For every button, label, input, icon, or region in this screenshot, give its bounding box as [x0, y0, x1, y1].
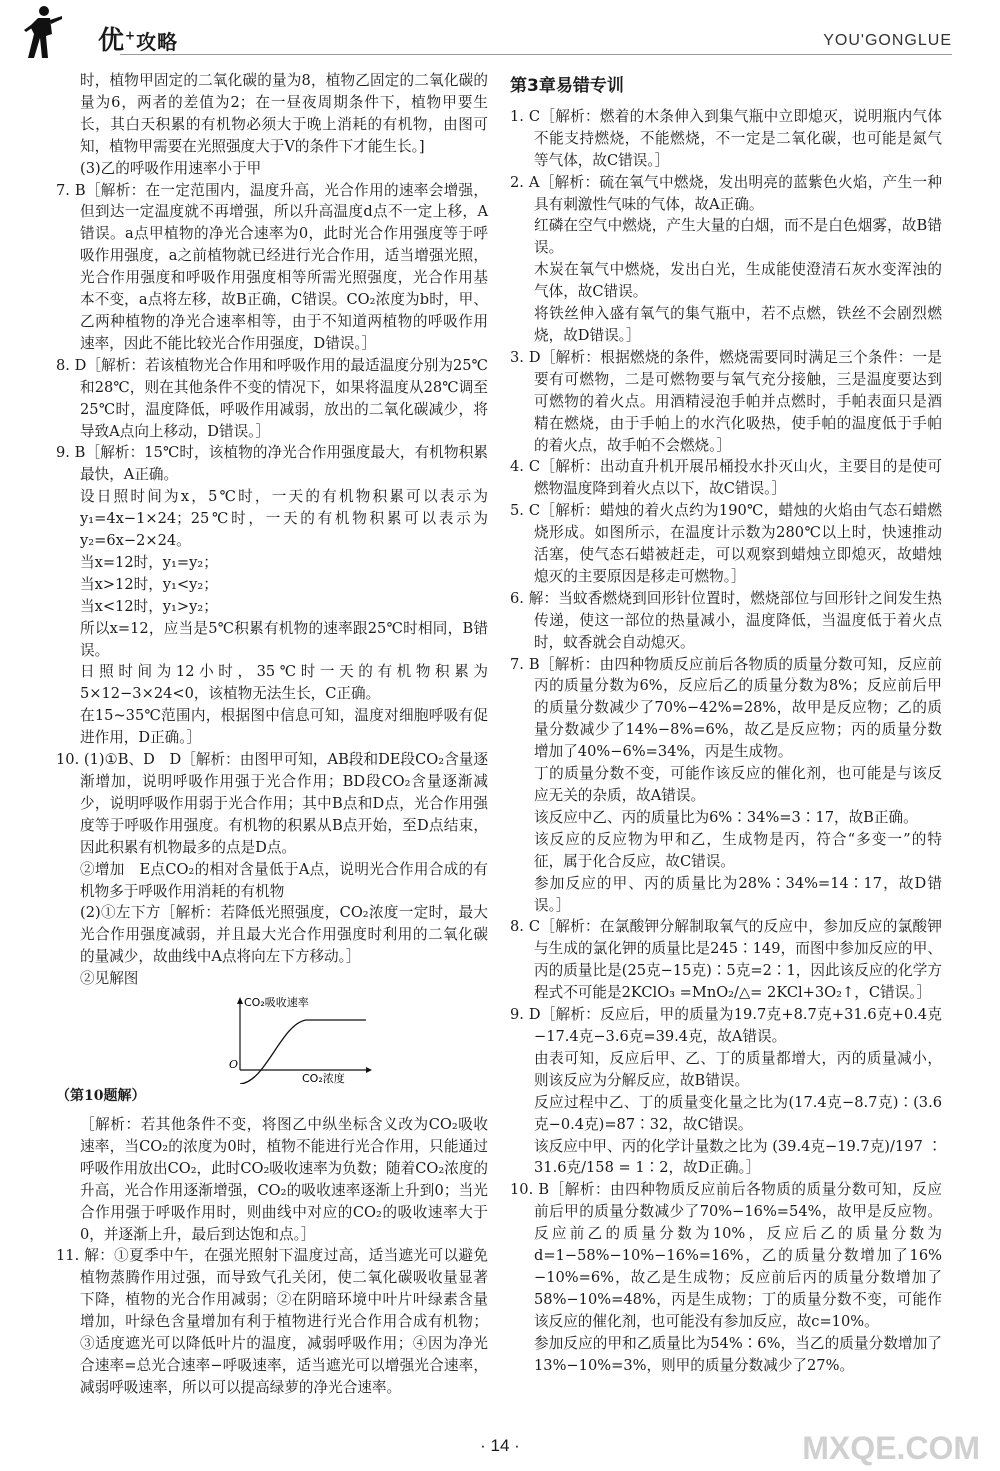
paragraph: 该反应中甲、丙的化学计量数之比为 (39.4克−19.7克)/197 ∶ 31.6克/158 = 1∶2，故D正确。］	[534, 1137, 942, 1177]
paragraph: 日照时间为12小时，35℃时一天的有机物积累为5×12−3×24<0，该植物无法生长，C正确。	[80, 663, 488, 703]
x-axis-arrow-icon	[366, 1067, 372, 1073]
paragraph: 丁的质量分数不变，可能作该反应的催化剂，也可能是与该反应无关的杂质，故A错误。	[534, 765, 942, 804]
paragraph: ②增加 E点CO₂的相对含量低于A点，说明光合作用合成的有机物多于呼吸作用消耗的有机物	[80, 860, 488, 900]
answer-2: 2. A［解析：硫在氧气中燃烧，发出明亮的蓝紫色火焰，产生一种具有刺激性气味的气体，故A正确。	[510, 173, 942, 213]
answer-9: 9. B［解析：15℃时，该植物的净光合作用强度最大，有机物积累最快，A正确。	[56, 444, 488, 484]
answer-10-chem: 10. B［解析：由四种物质反应前后各物质的质量分数可知，反应前后甲的质量分数减少了70%−16%=54%，故甲是反应物。反应前乙的质量分数为10%，反应后乙的质量分数为d=1−58%−10%−16%=16%，乙的质量分数增加了16%−10%=6%，故乙是生成物；反应前后丙的质量分数增加了58%−10%=48%，丙是生成物；丁的质量分数不变，可能作该反应的催化剂，也可能没有参加反应，故c=10%。	[510, 1181, 942, 1330]
origin-label: O	[229, 1058, 239, 1072]
right-column	[510, 70, 942, 1376]
figure-caption: （第10题解）	[56, 1088, 146, 1105]
paragraph: 当x=12时，y₁=y₂；	[80, 553, 218, 571]
paragraph: ②见解图	[80, 970, 139, 988]
answer-7: 7. B［解析：在一定范围内，温度升高，光合作用的速率会增强，但到达一定温度就不再增强，所以升高温度d点不一定上移，A错误。a点甲植物的净光合速率为0，此时光合作用强度等于呼吸作用强度，a之前植物就已经进行光合作用，适当增强光照，光合作用强度和呼吸作用强度相等所需光照强度，光合作用基本不变，a点将左移，故B正确，C错误。CO₂浓度为b时，甲、乙两种植物的净光合速率相等，由于不知道两植物的呼吸作用速率，因此不能比较光合作用强度，D错误。］	[56, 181, 488, 352]
paragraph: 红磷在空气中燃烧，产生大量的白烟，而不是白色烟雾，故B错误。	[534, 217, 942, 257]
answer-9-chem: 9. D［解析：反应后，甲的质量为19.7克+8.7克+31.6克+0.4克−17.4克−3.6克=39.4克，故A错误。	[510, 1006, 942, 1045]
y-axis-arrow-icon	[237, 997, 243, 1004]
paragraph: 反应过程中乙、丁的质量变化量之比为(17.4克−8.7克)∶(3.6克−0.4克)=87∶32，故C错误。	[534, 1093, 942, 1133]
paragraph: 由表可知，反应后甲、乙、丁的质量都增大，丙的质量减小，则该反应为分解反应，故B错误。	[534, 1049, 942, 1089]
answer-1: 1. C［解析：燃着的木条伸入到集气瓶中立即熄灭，说明瓶内气体不能支持燃烧，不能燃烧，不一定是二氧化碳，也可能是氮气等气体，故C错误。］	[510, 107, 942, 169]
section-title: 第3章易错专训	[510, 76, 624, 96]
answer-10: 10. (1)①B、D D［解析：由图甲可知，AB段和DE段CO₂含量逐渐增加，说明呼吸作用强于光合作用；BD段CO₂含量逐渐减少，说明呼吸作用弱于光合作用；其中B点和D点，光合作用强度等于呼吸作用强度。有机物的积累从B点开始，至D点结束，因此积累有机物最多的点是D点。	[56, 751, 488, 856]
answer-8: 8. D［解析：若该植物光合作用和呼吸作用的最适温度分别为25℃和28℃，则在其他条件不变的情况下，如果将温度从28℃调至25℃时，温度降低，呼吸作用减弱，放出的二氧化碳减少，将导致A点向上移动，D错误。］	[56, 356, 488, 440]
answer-6: 6. 解：当蚊香燃烧到回形针位置时，燃烧部位与回形针之间发生热传递，使这一部位的热量减小，温度降低，当温度低于着火点时，蚊香就会自动熄灭。	[510, 589, 942, 651]
answer-3: 3. D［解析：根据燃烧的条件，燃烧需要同时满足三个条件：一是要有可燃物，二是可燃物要与氧气充分接触，三是温度要达到可燃物的着火点。用酒精浸泡手帕并点燃时，手帕表面只是酒精在燃烧，由于手帕上的水汽化吸热，使手帕的温度低于手帕的着火点，故手帕不会燃烧。］	[510, 348, 942, 454]
paragraph: 设日照时间为x，5℃时，一天的有机物积累可以表示为 y₁=4x−1×24；25℃时，一天的有机物积累可以表示为 y₂=6x−2×24。	[80, 488, 488, 550]
paragraph: 时，植物甲固定的二氧化碳的量为8，植物乙固定的二氧化碳的量为6，两者的差值为2；在一昼夜周期条件下，植物甲要生长，其白天积累的有机物必须大于晚上消耗的有机物，由图可知，植物甲需要在光照强度大于V的条件下才能生长。]	[80, 72, 488, 155]
watermark: MXQE.COM	[802, 1430, 980, 1466]
left-column	[56, 70, 488, 1399]
paragraph: 将铁丝伸入盛有氧气的集气瓶中，若不点燃，铁丝不会剧烈燃烧，故D错误。］	[534, 305, 942, 344]
runner-logo-icon	[18, 4, 64, 60]
x-axis-label: CO₂浓度	[302, 1072, 345, 1085]
paragraph: 当x>12时，y₁<y₂；	[80, 575, 218, 593]
paragraph: 参加反应的甲和乙质量比为54%∶6%，当乙的质量分数增加了13%−10%=3%，则甲的质量分数减少了27%。	[534, 1334, 942, 1374]
paragraph: (3)乙的呼吸作用速率小于甲	[80, 159, 262, 177]
logo-text: 优+攻略	[98, 26, 179, 56]
co2-curve-graph	[226, 994, 376, 1084]
paragraph: 所以x=12，应当是5℃积累有机物的速率跟25℃时相同，B错误。	[80, 619, 488, 659]
page-header	[0, 0, 1000, 62]
brand-label: YOU'GONGLUE	[823, 32, 952, 49]
paragraph: 当x<12时，y₁>y₂；	[80, 597, 218, 615]
y-axis-label: CO₂吸收速率	[244, 996, 309, 1010]
paragraph: 该反应中乙、丙的质量比为6%∶34%=3∶17，故B正确。	[534, 808, 918, 826]
answer-8-chem: 8. C［解析：在氯酸钾分解制取氧气的反应中，参加反应的氯酸钾与生成的氯化钾的质量比是245∶149，而图中参加反应的甲、丙的质量比是(25克−15克)∶5克=2∶1，因此该反应的化学方程式不可能是2KClO₃ =MnO₂/△= 2KCl+3O₂↑，C错误。］	[510, 918, 942, 1002]
paragraph: (2)①左下方［解析：若降低光照强度，CO₂浓度一定时，最大光合作用强度减弱，并且最大光合作用强度时利用的二氧化碳的量减少，故曲线中A点将向左下方移动。］	[80, 904, 488, 966]
answer-7-chem: 7. B［解析：由四种物质反应前后各物质的质量分数可知，反应前丙的质量分数为6%，反应后乙的质量分数为8%；反应前后甲的质量分数减少了70%−42%=28%，故甲是反应物；乙的质量分数减少了14%−8%=6%，故乙是反应物；丙的质量分数增加了40%−6%=34%，丙是生成物。	[510, 655, 942, 761]
paragraph: 参加反应的甲、丙的质量比为28%∶34%=14∶17，故D错误。］	[534, 874, 942, 914]
paragraph: 在15~35℃范围内，根据图中信息可知，温度对细胞呼吸有促进作用，D正确。］	[80, 707, 488, 747]
header-divider	[120, 54, 952, 55]
paragraph: ［解析：若其他条件不变，将图乙中纵坐标含义改为CO₂吸收速率，当CO₂的浓度为0时，植物不能进行光合作用，只能通过呼吸作用放出CO₂，此时CO₂吸收速率为负数；随着CO₂浓度的升高，光合作用逐渐增强，CO₂的吸收速率逐渐上升到0；当光合作用强于呼吸作用时，则曲线中对应的CO₂的吸收速率大于0，并逐渐上升，最后到达饱和点。］	[80, 1115, 489, 1243]
paragraph: 该反应的反应物为甲和乙，生成物是丙，符合“多变一”的特征，属于化合反应，故C错误。	[534, 830, 942, 870]
answer-11: 11. 解：①夏季中午，在强光照射下温度过高，适当遮光可以避免植物蒸腾作用过强，而导致气孔关闭，使二氧化碳吸收量显著下降，植物的光合作用减弱；②在阴暗环境中叶片叶绿素含量增加，叶绿色含量增加有利于植物进行光合作用合成有机物；③适度遮光可以降低叶片的温度，减弱呼吸作用；④因为净光合速率=总光合速率−呼吸速率，适当遮光可以增强光合速率，减弱呼吸速率，所以可以提高绿萝的净光合速率。	[56, 1247, 488, 1396]
paragraph: 木炭在氧气中燃烧，发出白光，生成能使澄清石灰水变浑浊的气体，故C错误。	[534, 261, 942, 301]
answer-4: 4. C［解析：出动直升机开展吊桶投水扑灭山火，主要目的是使可燃物温度降到着火点以下，故C错误。］	[510, 458, 942, 498]
answer-5: 5. C［解析：蜡烛的着火点约为190℃，蜡烛的火焰由气态石蜡燃烧形成。如图所示，在温度计示数为280℃以上时，快速推动活塞，使气态石蜡被赶走，可以观察到蜡烛立即熄灭，故蜡烛熄灭的主要原因是移走可燃物。］	[510, 502, 942, 585]
page-number: · 14 ·	[480, 1436, 520, 1455]
